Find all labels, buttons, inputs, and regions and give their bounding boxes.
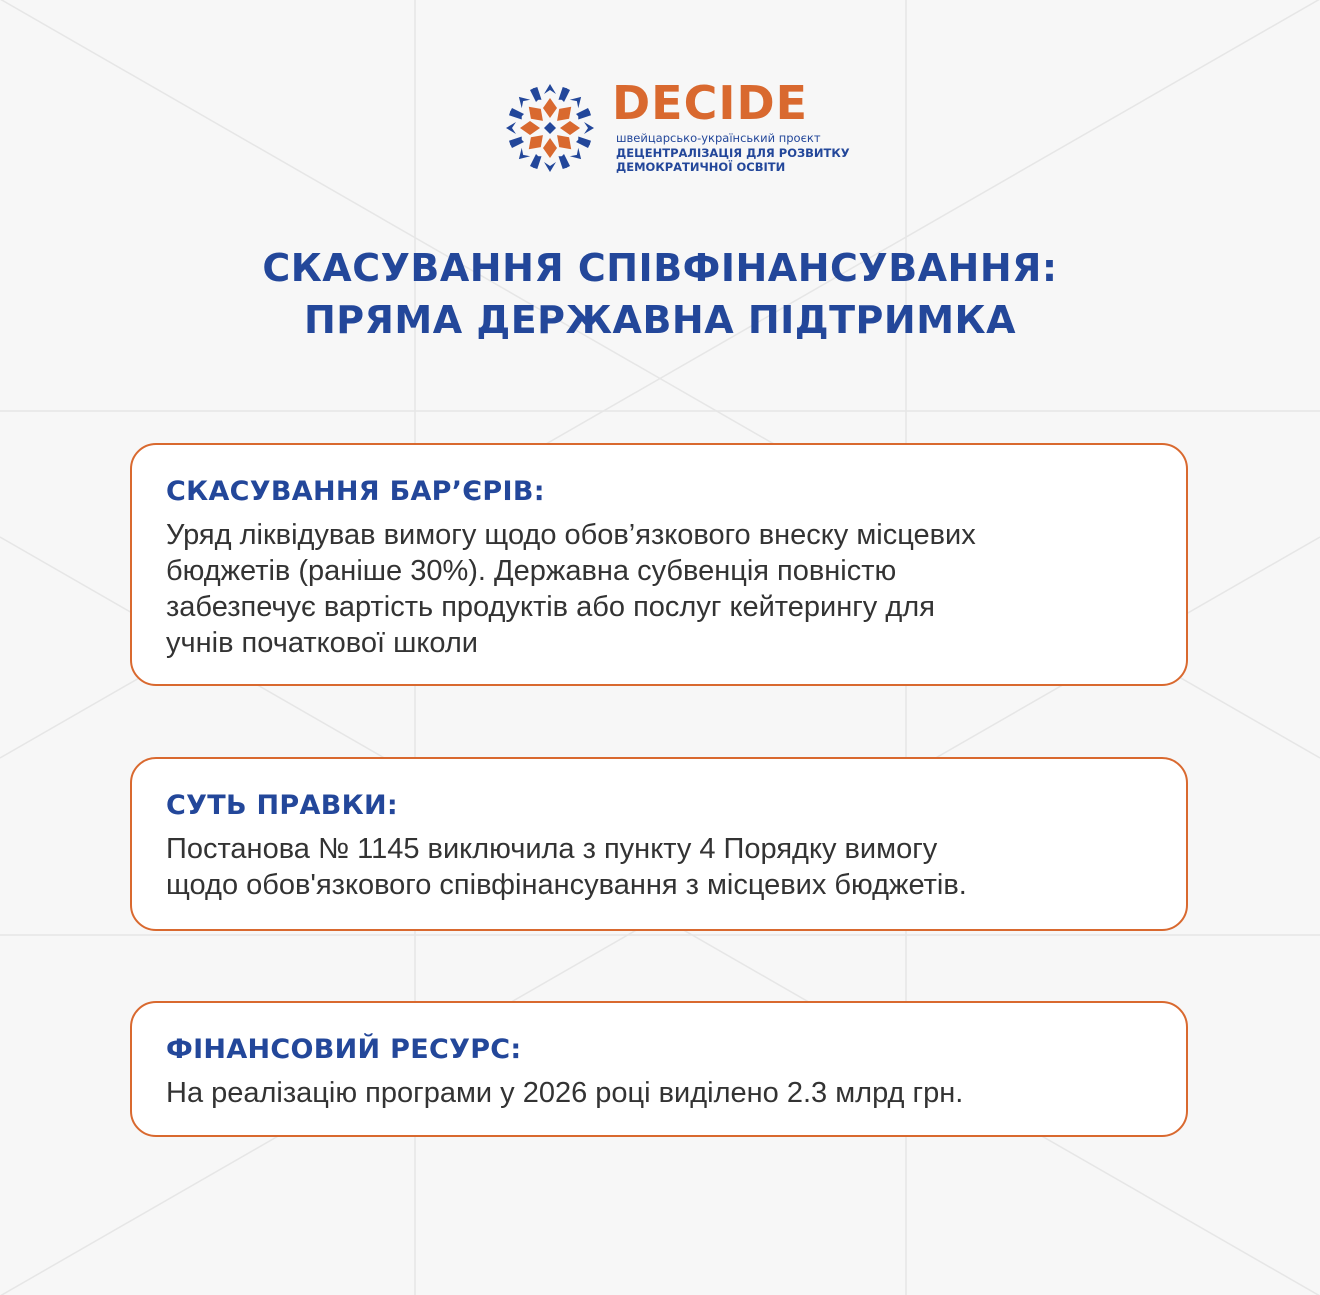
logo-subtitle-line1: ДЕЦЕНТРАЛІЗАЦІЯ ДЛЯ РОЗВИТКУ [616, 146, 850, 160]
logo-wordmark: DECIDE [612, 76, 809, 130]
card-body-line: Уряд ліквідував вимогу щодо обов’язкового внеску місцевих [166, 519, 976, 551]
card-body-line: бюджетів (раніше 30%). Державна субвенція повністю [166, 555, 897, 587]
card-body [166, 517, 1152, 661]
page-title-line1: СКАСУВАННЯ СПІВФІНАНСУВАННЯ: [262, 246, 1058, 290]
card-title: СУТЬ ПРАВКИ: [166, 790, 398, 821]
card-body-line: Постанова № 1145 виключила з пункту 4 Порядку вимогу [166, 833, 938, 865]
info-card-amendment [130, 757, 1188, 931]
logo-tagline: швейцарсько-український проєкт [616, 131, 821, 145]
page-title-line2: ПРЯМА ДЕРЖАВНА ПІДТРИМКА [304, 298, 1016, 342]
card-body [166, 831, 1152, 903]
card-body-line: щодо обов'язкового співфінансування з місцевих бюджетів. [166, 869, 967, 901]
page-title [0, 242, 1320, 346]
logo-subtitle-line2: ДЕМОКРАТИЧНОЇ ОСВІТИ [616, 160, 786, 174]
info-card-barriers [130, 443, 1188, 686]
card-title: СКАСУВАННЯ БАР’ЄРІВ: [166, 476, 545, 507]
card-title: ФІНАНСОВИЙ РЕСУРС: [166, 1034, 522, 1065]
snowflake-ornament-icon [498, 76, 602, 180]
decide-logo [498, 76, 850, 182]
card-body-line: забезпечує вартість продуктів або послуг кейтерингу для [166, 591, 935, 623]
card-body [166, 1075, 1152, 1111]
card-body-line: На реалізацію програми у 2026 році виділено 2.3 млрд грн. [166, 1077, 964, 1109]
card-body-line: учнів початкової школи [166, 627, 478, 659]
info-card-financial-resource [130, 1001, 1188, 1137]
